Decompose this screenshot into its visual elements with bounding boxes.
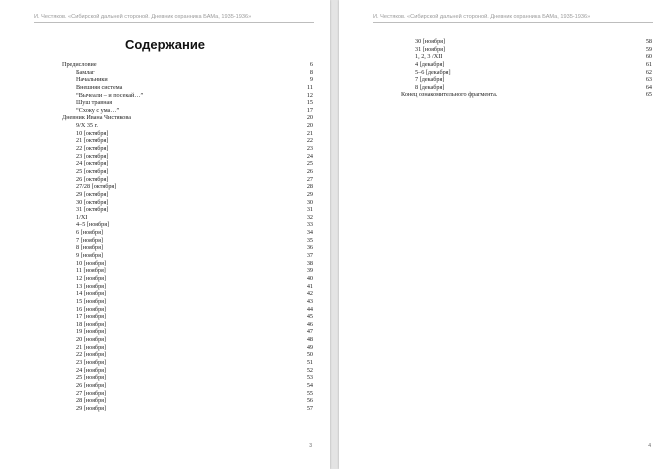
toc-entry[interactable]	[0, 221, 330, 229]
toc-entry-page: 24	[306, 152, 313, 160]
toc-entry-page: 56	[306, 397, 313, 405]
toc-entry[interactable]	[0, 191, 330, 199]
toc-entry[interactable]	[0, 69, 330, 77]
toc-entry-label: Дневник Ивана Чистякова	[62, 114, 131, 122]
toc-entry[interactable]	[0, 176, 330, 184]
toc-entry[interactable]	[339, 46, 669, 54]
toc-entry[interactable]	[0, 183, 330, 191]
toc-entry-page: 36	[306, 244, 313, 252]
toc-entry[interactable]	[0, 397, 330, 405]
toc-entry[interactable]	[0, 130, 330, 138]
toc-entry[interactable]	[0, 328, 330, 336]
toc-entry-label: 5–6 [декабря]	[415, 68, 451, 76]
toc-entry-label: 31 [октября]	[76, 206, 109, 214]
toc-entry[interactable]	[0, 145, 330, 153]
toc-entry-label: 12 [ноября]	[76, 274, 107, 282]
toc-entry[interactable]	[0, 390, 330, 398]
toc-entry[interactable]	[339, 61, 669, 69]
toc-entry[interactable]	[0, 267, 330, 275]
toc-entry-label: 23 [ноября]	[76, 358, 107, 366]
toc-entry-page: 33	[306, 221, 313, 229]
toc-entry-label: 9 [ноября]	[76, 252, 103, 260]
toc-entry-page: 59	[645, 45, 652, 53]
toc-entry-label: 21 [ноября]	[76, 343, 107, 351]
running-header: И. Честяков. «Сибирской дальней стороной. Дневник охранника БАМа, 1935-1936»	[34, 14, 314, 23]
toc-entry-page: 54	[306, 381, 313, 389]
page-number: 4	[648, 443, 651, 449]
toc-entry-page: 39	[306, 267, 313, 275]
left-page	[0, 0, 330, 469]
toc-entry[interactable]	[0, 374, 330, 382]
toc-entry-page: 57	[306, 404, 313, 412]
toc-entry-label: 1, 2, 3 /XII	[415, 53, 443, 61]
toc-entry[interactable]	[0, 237, 330, 245]
toc-entry-label: 15 [ноября]	[76, 297, 107, 305]
toc-entry-label: 26 [октября]	[76, 175, 109, 183]
running-header: И. Честяков. «Сибирской дальней стороной. Дневник охранника БАМа, 1935-1936»	[373, 14, 653, 23]
toc-entry-label: 27 [ноября]	[76, 389, 107, 397]
toc-entry-label: 23 [октября]	[76, 152, 109, 160]
toc-entry-label: 24 [октября]	[76, 160, 109, 168]
toc-entry-page: 48	[306, 336, 313, 344]
toc-entry[interactable]	[0, 382, 330, 390]
toc-entry-label: 21 [октября]	[76, 137, 109, 145]
toc-entry[interactable]	[339, 38, 669, 46]
toc-entry-label: 13 [ноября]	[76, 282, 107, 290]
toc-entry-label: Начальники	[76, 76, 108, 84]
toc-entry-label: 17 [ноября]	[76, 313, 107, 321]
toc-entry-label: 29 [октября]	[76, 190, 109, 198]
toc-entry-label: 11 [ноября]	[76, 267, 106, 275]
toc-entry-page: 20	[306, 114, 313, 122]
toc-entry-label: 4–5 [ноября]	[76, 221, 110, 229]
toc-entry[interactable]	[0, 306, 330, 314]
toc-entry[interactable]	[339, 91, 669, 99]
toc-entry[interactable]	[0, 122, 330, 130]
toc-list	[0, 61, 330, 412]
toc-entry-label: Шуш травная	[76, 99, 113, 107]
toc-entry-page: 9	[309, 76, 313, 84]
toc-entry-page: 52	[306, 366, 313, 374]
toc-entry[interactable]	[0, 153, 330, 161]
toc-entry[interactable]	[0, 61, 330, 69]
toc-entry-page: 37	[306, 252, 313, 260]
toc-entry-page: 8	[309, 68, 313, 76]
toc-entry-page: 47	[306, 328, 313, 336]
toc-entry[interactable]	[0, 199, 330, 207]
toc-entry-label: Конец ознакомительного фрагмента.	[401, 91, 498, 99]
toc-entry-page: 63	[645, 76, 652, 84]
toc-entry-label: 18 [ноября]	[76, 320, 107, 328]
toc-entry-label: Предисловие	[62, 61, 97, 68]
toc-entry-page: 64	[645, 83, 652, 91]
toc-entry-label: 31 [ноября]	[415, 45, 446, 53]
toc-entry-label: 22 [октября]	[76, 145, 109, 153]
toc-entry-page: 60	[645, 53, 652, 61]
toc-entry-label: “Схоку с ума…”	[76, 106, 120, 114]
toc-entry[interactable]	[0, 92, 330, 100]
toc-entry[interactable]	[0, 214, 330, 222]
page-number: 3	[309, 443, 312, 449]
toc-entry[interactable]	[0, 137, 330, 145]
toc-entry[interactable]	[339, 69, 669, 77]
toc-entry-label: 25 [октября]	[76, 167, 109, 175]
toc-entry-label: 22 [ноября]	[76, 351, 107, 359]
toc-entry[interactable]	[0, 99, 330, 107]
toc-entry-page: 32	[306, 213, 313, 221]
toc-entry[interactable]	[0, 114, 330, 122]
toc-entry[interactable]	[0, 160, 330, 168]
toc-entry-label: 9/X 35 г.	[76, 122, 98, 130]
toc-entry[interactable]	[0, 244, 330, 252]
toc-entry-page: 27	[306, 175, 313, 183]
page-title: Содержание	[124, 37, 206, 52]
toc-entry[interactable]	[0, 359, 330, 367]
toc-entry-page: 61	[645, 60, 652, 68]
toc-entry-label: Бамлаг	[76, 68, 95, 76]
toc-entry-page: 15	[306, 99, 313, 107]
toc-entry-page: 17	[306, 106, 313, 114]
toc-entry[interactable]	[0, 275, 330, 283]
toc-list	[339, 38, 669, 99]
toc-entry[interactable]	[0, 229, 330, 237]
toc-entry[interactable]	[0, 344, 330, 352]
toc-entry[interactable]	[0, 351, 330, 359]
toc-entry-page: 23	[306, 145, 313, 153]
toc-entry-page: 28	[306, 183, 313, 191]
toc-entry[interactable]	[0, 260, 330, 268]
toc-entry[interactable]	[0, 298, 330, 306]
toc-entry-label: 30 [октября]	[76, 198, 109, 206]
toc-entry-page: 31	[306, 206, 313, 214]
toc-entry-label: 10 [ноября]	[76, 259, 107, 267]
toc-entry[interactable]	[339, 53, 669, 61]
toc-entry-label: 26 [ноября]	[76, 381, 107, 389]
toc-entry[interactable]	[0, 252, 330, 260]
toc-entry-label: 19 [ноября]	[76, 328, 107, 336]
toc-entry-page: 58	[645, 38, 652, 45]
toc-entry-label: 7 [ноября]	[76, 236, 103, 244]
toc-entry-label: Внешняя система	[76, 83, 123, 91]
toc-entry-page: 46	[306, 320, 313, 328]
toc-entry-page: 25	[306, 160, 313, 168]
toc-entry-page: 26	[306, 167, 313, 175]
toc-entry-page: 44	[306, 305, 313, 313]
toc-entry[interactable]	[0, 168, 330, 176]
toc-entry[interactable]	[0, 107, 330, 115]
toc-entry-label: 8 [декабря]	[415, 83, 445, 91]
toc-entry-label: 25 [ноября]	[76, 374, 107, 382]
toc-entry-page: 30	[306, 198, 313, 206]
toc-entry-page: 22	[306, 137, 313, 145]
toc-entry[interactable]	[0, 290, 330, 298]
toc-entry-page: 53	[306, 374, 313, 382]
toc-entry-page: 29	[306, 190, 313, 198]
toc-entry[interactable]	[0, 405, 330, 413]
toc-entry[interactable]	[339, 76, 669, 84]
toc-entry-label: 6 [ноября]	[76, 229, 103, 237]
toc-entry[interactable]	[0, 283, 330, 291]
toc-entry-label: 27/28 [октября]	[76, 183, 117, 191]
toc-entry-label: 4 [декабря]	[415, 60, 445, 68]
toc-entry-page: 6	[309, 61, 313, 68]
toc-entry-label: 16 [ноября]	[76, 305, 107, 313]
toc-entry[interactable]	[0, 84, 330, 92]
toc-entry-page: 12	[306, 91, 313, 99]
toc-entry[interactable]	[0, 336, 330, 344]
toc-entry[interactable]	[0, 321, 330, 329]
toc-entry-page: 35	[306, 236, 313, 244]
toc-entry-page: 21	[306, 129, 313, 137]
toc-entry-page: 49	[306, 343, 313, 351]
toc-entry[interactable]	[0, 367, 330, 375]
toc-entry-label: 29 [ноября]	[76, 404, 107, 412]
toc-entry[interactable]	[339, 84, 669, 92]
toc-entry[interactable]	[0, 313, 330, 321]
toc-entry-label: 20 [ноября]	[76, 336, 107, 344]
toc-entry[interactable]	[0, 76, 330, 84]
toc-entry-label: 14 [ноября]	[76, 290, 107, 298]
toc-entry-label: “Вычеали – и посекай…”	[76, 91, 144, 99]
toc-entry-label: 8 [ноября]	[76, 244, 103, 252]
toc-entry-label: 7 [декабря]	[415, 76, 445, 84]
toc-entry-page: 34	[306, 229, 313, 237]
right-page	[339, 0, 669, 469]
toc-entry-page: 50	[306, 351, 313, 359]
toc-entry-label: 1/XI	[76, 213, 88, 221]
toc-entry-label: 10 [октября]	[76, 129, 109, 137]
toc-entry-page: 65	[645, 91, 652, 99]
toc-entry-page: 62	[645, 68, 652, 76]
toc-entry[interactable]	[0, 206, 330, 214]
toc-entry-page: 55	[306, 389, 313, 397]
toc-entry-page: 43	[306, 297, 313, 305]
toc-entry-label: 24 [ноября]	[76, 366, 107, 374]
toc-entry-page: 51	[306, 358, 313, 366]
toc-entry-page: 38	[306, 259, 313, 267]
toc-entry-page: 20	[306, 122, 313, 130]
toc-entry-page: 11	[307, 83, 313, 91]
toc-entry-page: 40	[306, 274, 313, 282]
toc-entry-page: 41	[306, 282, 313, 290]
toc-entry-label: 28 [ноября]	[76, 397, 107, 405]
toc-entry-label: 30 [ноября]	[415, 38, 446, 45]
toc-entry-page: 42	[306, 290, 313, 298]
toc-entry-page: 45	[306, 313, 313, 321]
